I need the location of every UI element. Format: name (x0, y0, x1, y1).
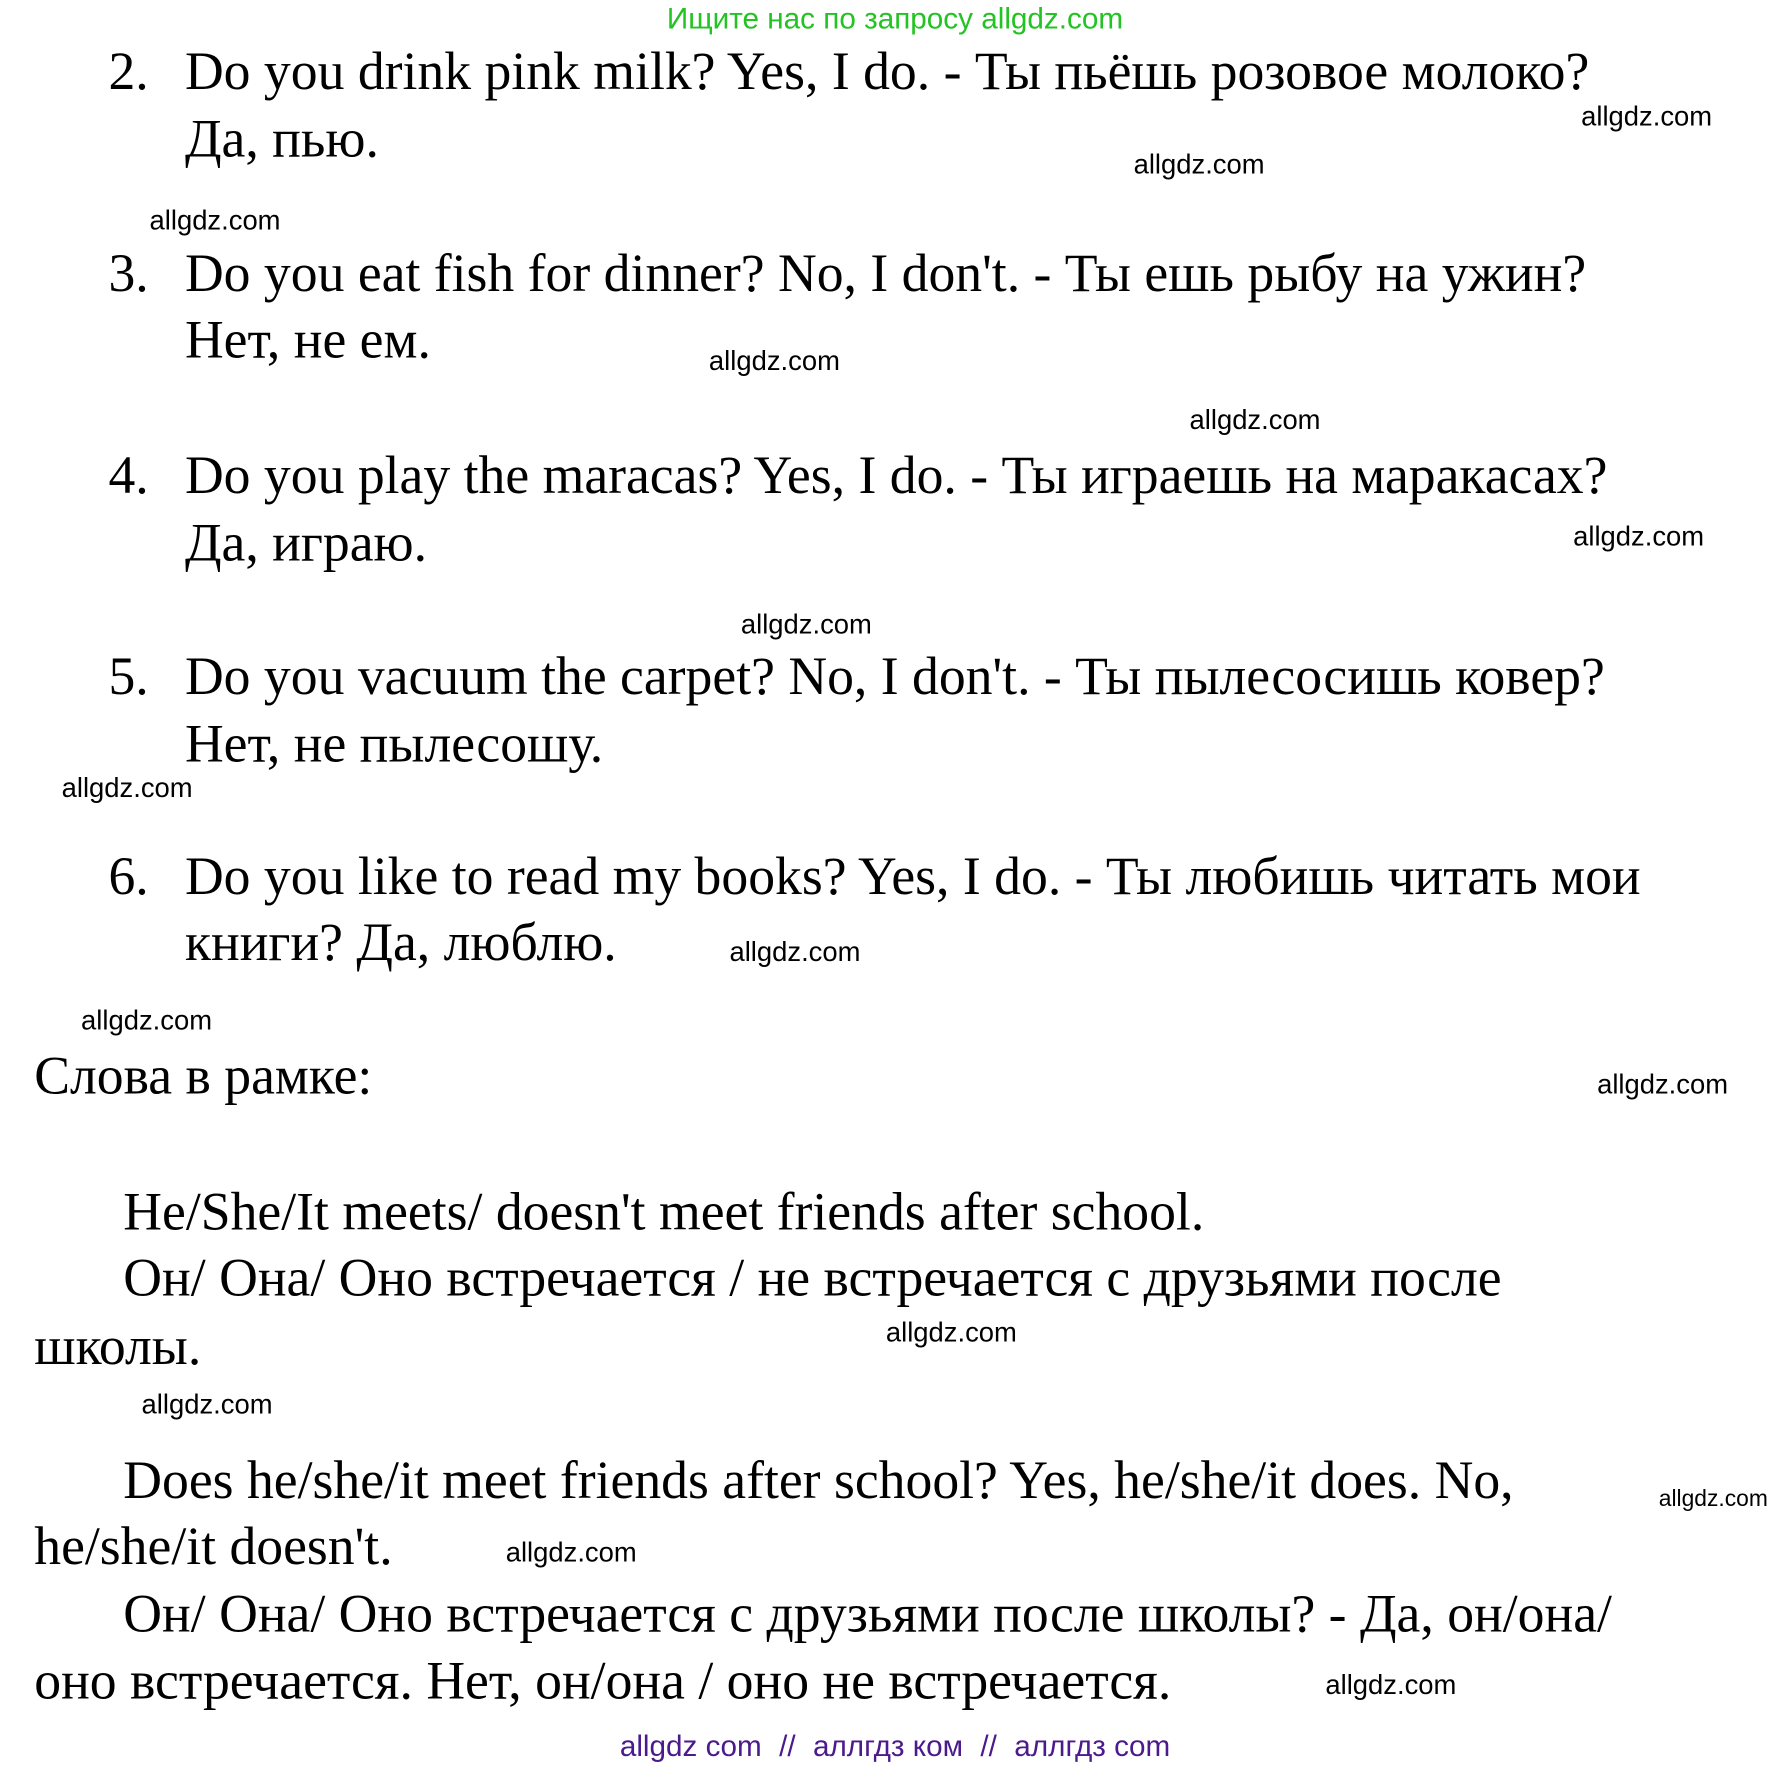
box-paragraph: He/She/It meets/ doesn't meet friends after school. (123, 1182, 1205, 1243)
box-paragraph: Он/ Она/ Оно встречается / не встречается с друзьями после (123, 1248, 1502, 1309)
watermark: allgdz.com (740, 609, 872, 641)
box-paragraph: he/she/it doesn't. (34, 1517, 393, 1577)
watermark: allgdz.com (1189, 405, 1321, 437)
header-search-hint: Ищите нас по запросу allgdz.com (666, 1, 1124, 36)
box-paragraph: оно встречается. Нет, он/она / оно не встречается. (34, 1651, 1172, 1712)
watermark: allgdz.com (1597, 1069, 1729, 1101)
item-number: 5. (108, 647, 149, 707)
watermark: allgdz.com (505, 1537, 637, 1569)
footer-link[interactable]: аллгдз ком (812, 1728, 964, 1763)
footer-links (0, 1728, 1790, 1763)
box-paragraph: школы. (34, 1317, 202, 1377)
item-line: Do you like to read my books? Yes, I do. - Ты любишь читать мои (184, 847, 1641, 907)
item-line: Do you play the maracas? Yes, I do. - Ты играешь на маракасах? (184, 446, 1608, 506)
watermark: allgdz.com (61, 772, 193, 804)
footer-link[interactable]: allgdz com (619, 1728, 762, 1763)
watermark: allgdz.com (708, 345, 840, 377)
watermark: allgdz.com (1325, 1670, 1457, 1701)
item-number: 6. (108, 847, 149, 907)
watermark: allgdz.com (81, 1005, 213, 1037)
item-number: 3. (108, 244, 149, 304)
footer-link[interactable]: аллгдз com (1014, 1728, 1171, 1763)
footer-separator: // (980, 1728, 997, 1763)
item-line: Do you drink pink milk? Yes, I do. - Ты пьёшь розовое молоко? (184, 42, 1590, 102)
watermark: allgdz.com (885, 1317, 1017, 1349)
item-line: Do you vacuum the carpet? No, I don't. - Ты пылесосишь ковер? (184, 647, 1605, 707)
box-paragraph: Он/ Она/ Оно встречается с друзьями после школы? - Да, он/она/ (123, 1584, 1612, 1644)
watermark: allgdz.com (1133, 149, 1265, 181)
item-line: Do you eat fish for dinner? No, I don't. - Ты ешь рыбу на ужин? (184, 244, 1587, 304)
box-paragraph: Does he/she/it meet friends after school? Yes, he/she/it does. No, (123, 1450, 1514, 1511)
item-line: Нет, не пылесошу. (184, 714, 604, 775)
section-title: Слова в рамке: (34, 1046, 373, 1107)
item-line: книги? Да, люблю. (184, 913, 617, 973)
footer-separator: // (779, 1728, 796, 1763)
watermark: allgdz.com (149, 205, 281, 237)
watermark: allgdz.com (1658, 1486, 1768, 1512)
item-line: Да, играю. (184, 513, 428, 574)
watermark: allgdz.com (729, 937, 861, 969)
watermark: allgdz.com (1581, 101, 1713, 133)
item-line: Да, пью. (184, 109, 379, 169)
item-number: 4. (108, 446, 149, 506)
watermark: allgdz.com (141, 1389, 273, 1421)
watermark: allgdz.com (1573, 521, 1705, 553)
item-number: 2. (108, 42, 149, 102)
item-line: Нет, не ем. (184, 310, 431, 370)
